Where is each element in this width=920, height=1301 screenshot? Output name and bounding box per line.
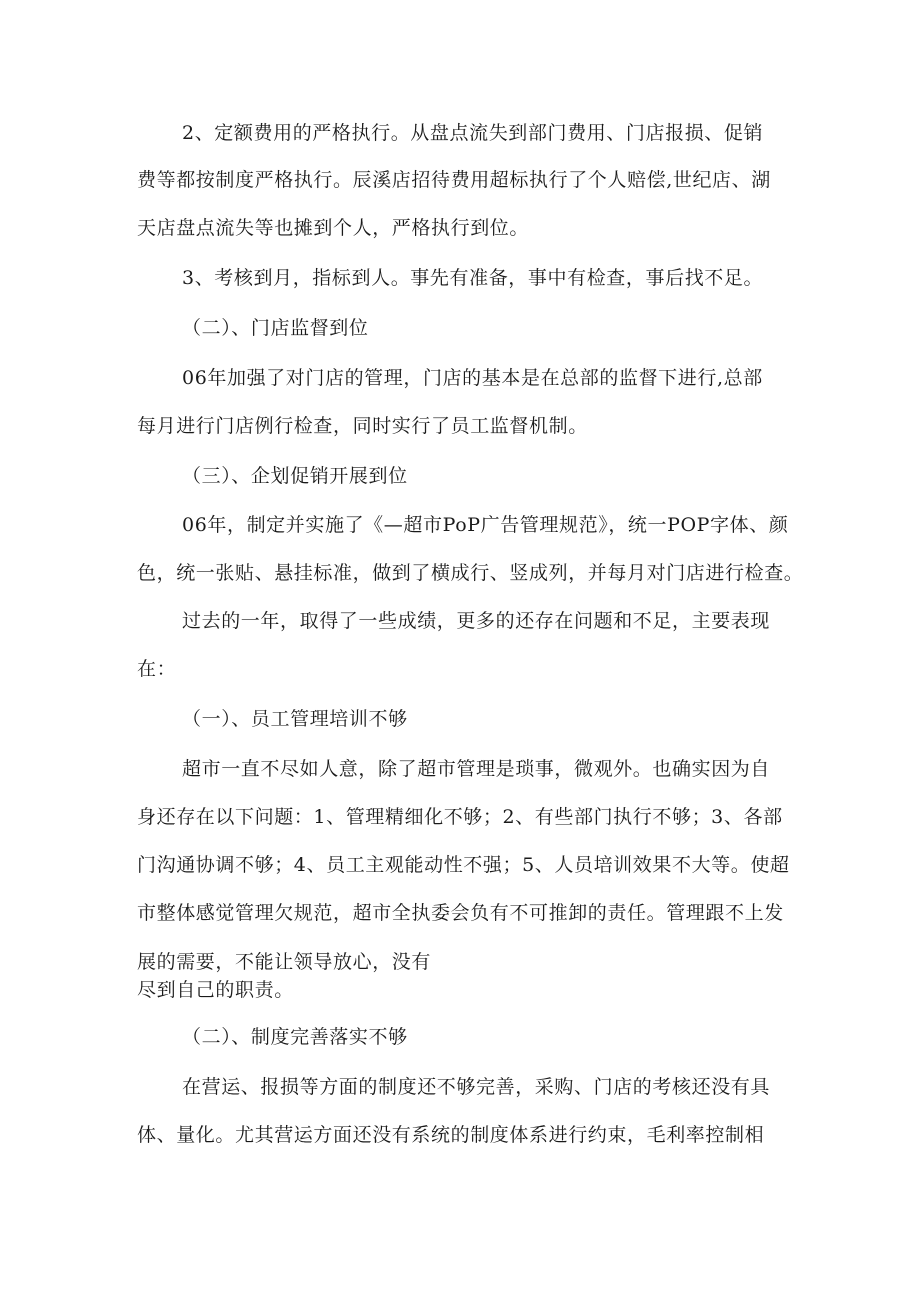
section-heading: （一）、员工管理培训不够 [182,708,408,730]
paragraph-line: 费等都按制度严格执行。辰溪店招待费用超标执行了个人赔偿,世纪店、湖 [137,169,771,191]
paragraph-line: 门沟通协调不够；4、员工主观能动性不强；5、人员培训效果不大等。使超 [137,854,790,876]
paragraph-line: 每月进行门店例行检查，同时实行了员工监督机制。 [137,415,588,437]
paragraph-line: 在营运、报损等方面的制度还不够完善，采购、门店的考核还没有具 [182,1076,771,1098]
paragraph-line: 展的需要，不能让领导放心，没有 [137,951,432,973]
section-heading: （二）、门店监督到位 [182,317,369,339]
paragraph-line: 色，统一张贴、悬挂标准，做到了横成行、竖成列，并每月对门店进行检查。 [137,562,804,584]
paragraph-line: 06年加强了对门店的管理，门店的基本是在总部的监督下进行,总部 [182,367,763,389]
paragraph-line: 超市一直不尽如人意，除了超市管理是琐事，微观外。也确实因为自 [182,758,771,780]
section-heading: （二）、制度完善落实不够 [182,1026,408,1048]
paragraph-line: 身还存在以下问题：1、管理精细化不够；2、有些部门执行不够；3、各部 [137,806,783,828]
section-heading: （三）、企划促销开展到位 [182,465,408,487]
paragraph-line: 过去的一年，取得了一些成绩，更多的还存在问题和不足，主要表现 [182,610,771,632]
paragraph-line: 在： [137,658,177,680]
paragraph-line: 3、考核到月，指标到人。事先有准备，事中有检查，事后找不足。 [182,267,764,289]
paragraph-line: 2、定额费用的严格执行。从盘点流失到部门费用、门店报损、促销 [182,122,764,144]
paragraph-line: 市整体感觉管理欠规范，超市全执委会负有不可推卸的责任。管理跟不上发 [137,902,784,924]
paragraph-line: 天店盘点流失等也摊到个人，严格执行到位。 [137,217,530,239]
paragraph-line: 06年，制定并实施了《—超市PoP广告管理规范》，统一POP字体、颜 [182,514,789,536]
paragraph-line: 尽到自己的职责。 [137,979,294,1001]
paragraph-line: 体、量化。尤其营运方面还没有系统的制度体系进行约束，毛利率控制相 [137,1124,765,1146]
